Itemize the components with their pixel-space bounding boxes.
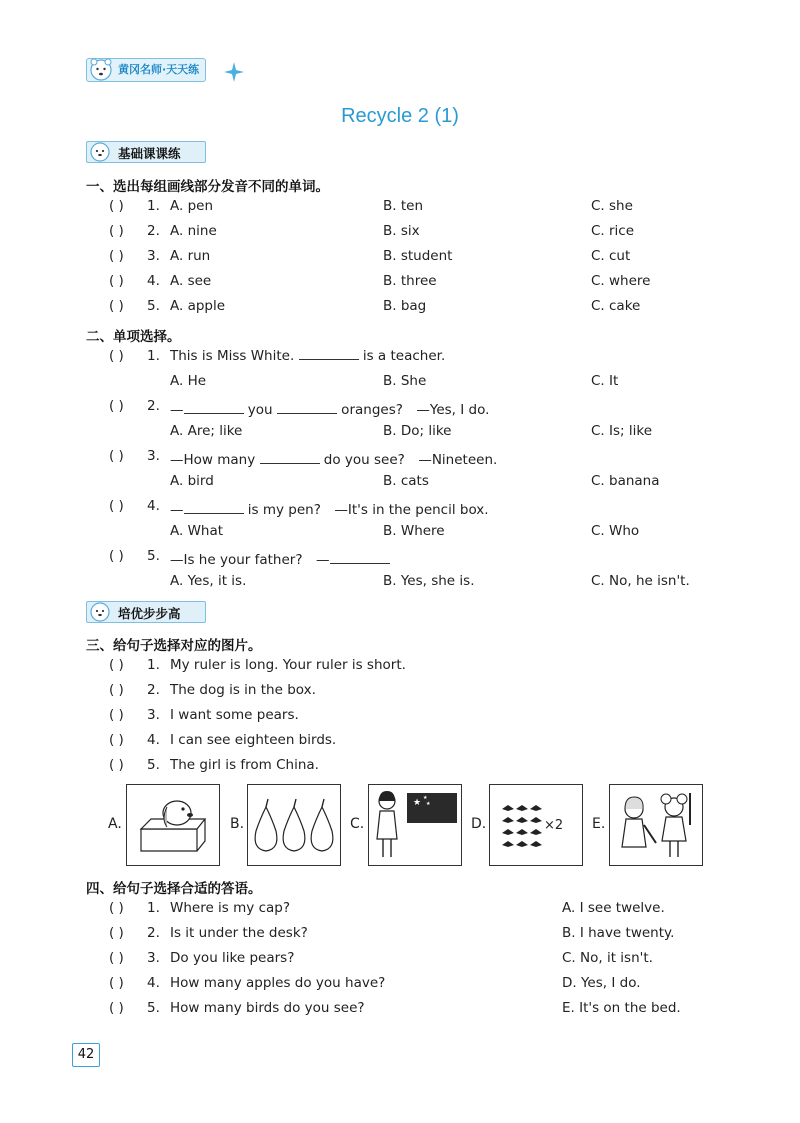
answer-paren[interactable]: ( ) xyxy=(109,498,124,514)
question-text: Where is my cap? xyxy=(170,900,290,916)
option-b[interactable]: B. student xyxy=(383,248,453,264)
answer-paren[interactable]: ( ) xyxy=(109,682,124,698)
picture-c xyxy=(368,784,462,866)
sparkle-icon xyxy=(224,62,244,82)
sentence-text: I want some pears. xyxy=(170,707,299,723)
option-a[interactable]: A. Yes, it is. xyxy=(170,573,247,589)
answer-paren[interactable]: ( ) xyxy=(109,248,124,264)
question-text xyxy=(170,498,489,518)
answer-blank[interactable] xyxy=(184,512,244,514)
polar-bear-icon xyxy=(88,56,114,82)
question-number: 3. xyxy=(147,950,160,966)
answer-paren[interactable]: ( ) xyxy=(109,198,124,214)
answer-paren[interactable]: ( ) xyxy=(109,707,124,723)
option-b[interactable]: B. She xyxy=(383,373,427,389)
question-number: 1. xyxy=(147,900,160,916)
answer-paren[interactable]: ( ) xyxy=(109,657,124,673)
question-text-part: —How many xyxy=(170,452,260,468)
option-c[interactable]: C. It xyxy=(591,373,619,389)
answer-paren[interactable]: ( ) xyxy=(109,975,124,991)
sentence-text: My ruler is long. Your ruler is short. xyxy=(170,657,406,673)
question-text-part: This is Miss White. xyxy=(170,348,299,364)
answer-paren[interactable]: ( ) xyxy=(109,900,124,916)
question-number: 1. xyxy=(147,198,160,214)
question-text: Do you like pears? xyxy=(170,950,295,966)
option-b[interactable]: B. Yes, she is. xyxy=(383,573,475,589)
question-text xyxy=(170,398,489,418)
question-number: 5. xyxy=(147,548,160,564)
girl-with-china-flag-icon xyxy=(369,785,461,865)
answer-paren[interactable]: ( ) xyxy=(109,1000,124,1016)
answer-paren[interactable]: ( ) xyxy=(109,448,124,464)
question-number: 2. xyxy=(147,398,160,414)
answer-paren[interactable]: ( ) xyxy=(109,223,124,239)
question-number: 4. xyxy=(147,732,160,748)
answer-paren[interactable]: ( ) xyxy=(109,298,124,314)
option-c[interactable]: C. rice xyxy=(591,223,635,239)
question-text-part: —Is he your father? — xyxy=(170,552,330,568)
section2-heading: 二、单项选择。 xyxy=(86,329,181,345)
question-text-part: — xyxy=(170,402,184,418)
sentence-text: The dog is in the box. xyxy=(170,682,316,698)
picture-a xyxy=(126,784,220,866)
option-b[interactable]: B. Do; like xyxy=(383,423,452,439)
option-a[interactable]: A. bird xyxy=(170,473,214,489)
question-text-part: you xyxy=(243,402,277,418)
question-number: 4. xyxy=(147,273,160,289)
option-a[interactable]: A. What xyxy=(170,523,224,539)
option-c[interactable]: C. where xyxy=(591,273,651,289)
question-number: 1. xyxy=(147,657,160,673)
polar-bear-icon xyxy=(88,139,112,163)
question-text-part: is a teacher. xyxy=(358,348,446,364)
option-a[interactable]: A. apple xyxy=(170,298,226,314)
option-c[interactable]: C. cake xyxy=(591,298,641,314)
picture-label: D. xyxy=(471,816,487,832)
picture-d-caption: ×2 xyxy=(544,818,564,833)
badge-advanced-label: 培优步步高 xyxy=(118,606,181,621)
svg-text:★: ★ xyxy=(423,795,428,801)
answer-paren[interactable]: ( ) xyxy=(109,732,124,748)
question-number: 3. xyxy=(147,707,160,723)
polar-bear-icon xyxy=(88,599,112,623)
answer-blank[interactable] xyxy=(260,462,320,464)
sentence-text: The girl is from China. xyxy=(170,757,319,773)
option-a[interactable]: A. Are; like xyxy=(170,423,243,439)
answer-paren[interactable]: ( ) xyxy=(109,950,124,966)
question-number: 4. xyxy=(147,975,160,991)
question-number: 5. xyxy=(147,1000,160,1016)
sentence-text: I can see eighteen birds. xyxy=(170,732,337,748)
question-number: 3. xyxy=(147,248,160,264)
option-a[interactable]: A. He xyxy=(170,373,207,389)
answer-blank[interactable] xyxy=(184,412,244,414)
answer-blank[interactable] xyxy=(299,358,359,360)
answer-option[interactable]: E. It's on the bed. xyxy=(562,1000,681,1016)
option-c[interactable]: C. she xyxy=(591,198,633,214)
option-c[interactable]: C. banana xyxy=(591,473,660,489)
svg-text:★: ★ xyxy=(426,801,431,807)
picture-b xyxy=(247,784,341,866)
option-c[interactable]: C. Who xyxy=(591,523,640,539)
question-number: 4. xyxy=(147,498,160,514)
question-text-part: — xyxy=(170,502,184,518)
question-text-part: is my pen? —It's in the pencil box. xyxy=(243,502,489,518)
answer-blank[interactable] xyxy=(330,562,390,564)
dog-in-box-icon xyxy=(127,785,219,865)
badge-basic-label: 基础课课练 xyxy=(118,146,181,161)
two-girls-with-rulers-icon xyxy=(610,785,702,865)
birds-icon xyxy=(490,785,582,865)
answer-option[interactable]: C. No, it isn't. xyxy=(562,950,653,966)
answer-paren[interactable]: ( ) xyxy=(109,548,124,564)
option-c[interactable]: C. Is; like xyxy=(591,423,653,439)
question-text: How many birds do you see? xyxy=(170,1000,365,1016)
svg-text:★: ★ xyxy=(413,798,422,808)
series-title: 黄冈名师·天天练 xyxy=(118,63,200,76)
page-number: 42 xyxy=(72,1043,100,1067)
answer-paren[interactable]: ( ) xyxy=(109,348,124,364)
answer-paren[interactable]: ( ) xyxy=(109,398,124,414)
option-c[interactable]: C. No, he isn't. xyxy=(591,573,690,589)
question-number: 1. xyxy=(147,348,160,364)
option-a[interactable]: A. see xyxy=(170,273,212,289)
question-text xyxy=(170,348,445,364)
option-b[interactable]: B. three xyxy=(383,273,437,289)
section1-heading: 一、选出每组画线部分发音不同的单词。 xyxy=(86,179,329,195)
question-text xyxy=(170,548,390,568)
answer-option[interactable]: A. I see twelve. xyxy=(562,900,665,916)
picture-label: B. xyxy=(230,816,245,832)
pears-icon xyxy=(248,785,340,865)
option-a[interactable]: A. pen xyxy=(170,198,214,214)
question-number: 2. xyxy=(147,682,160,698)
answer-paren[interactable]: ( ) xyxy=(109,757,124,773)
question-text: Is it under the desk? xyxy=(170,925,308,941)
option-b[interactable]: B. cats xyxy=(383,473,429,489)
answer-blank[interactable] xyxy=(277,412,337,414)
option-a[interactable]: A. nine xyxy=(170,223,217,239)
question-number: 2. xyxy=(147,925,160,941)
option-b[interactable]: B. six xyxy=(383,223,420,239)
question-text xyxy=(170,448,497,468)
answer-paren[interactable]: ( ) xyxy=(109,925,124,941)
picture-label: A. xyxy=(108,816,122,832)
picture-label: C. xyxy=(350,816,365,832)
question-text-part: do you see? —Nineteen. xyxy=(319,452,498,468)
option-b[interactable]: B. ten xyxy=(383,198,423,214)
option-c[interactable]: C. cut xyxy=(591,248,631,264)
option-b[interactable]: B. Where xyxy=(383,523,445,539)
section4-heading: 四、给句子选择合适的答语。 xyxy=(86,881,262,897)
picture-d xyxy=(489,784,583,866)
answer-paren[interactable]: ( ) xyxy=(109,273,124,289)
question-number: 2. xyxy=(147,223,160,239)
section3-heading: 三、给句子选择对应的图片。 xyxy=(86,638,262,654)
question-text-part: oranges? —Yes, I do. xyxy=(336,402,490,418)
question-number: 5. xyxy=(147,298,160,314)
option-b[interactable]: B. bag xyxy=(383,298,427,314)
picture-e xyxy=(609,784,703,866)
option-a[interactable]: A. run xyxy=(170,248,211,264)
picture-label: E. xyxy=(592,816,606,832)
answer-option[interactable]: B. I have twenty. xyxy=(562,925,675,941)
answer-option[interactable]: D. Yes, I do. xyxy=(562,975,641,991)
question-text: How many apples do you have? xyxy=(170,975,386,991)
question-number: 3. xyxy=(147,448,160,464)
question-number: 5. xyxy=(147,757,160,773)
page-title: Recycle 2 (1) xyxy=(341,105,459,127)
